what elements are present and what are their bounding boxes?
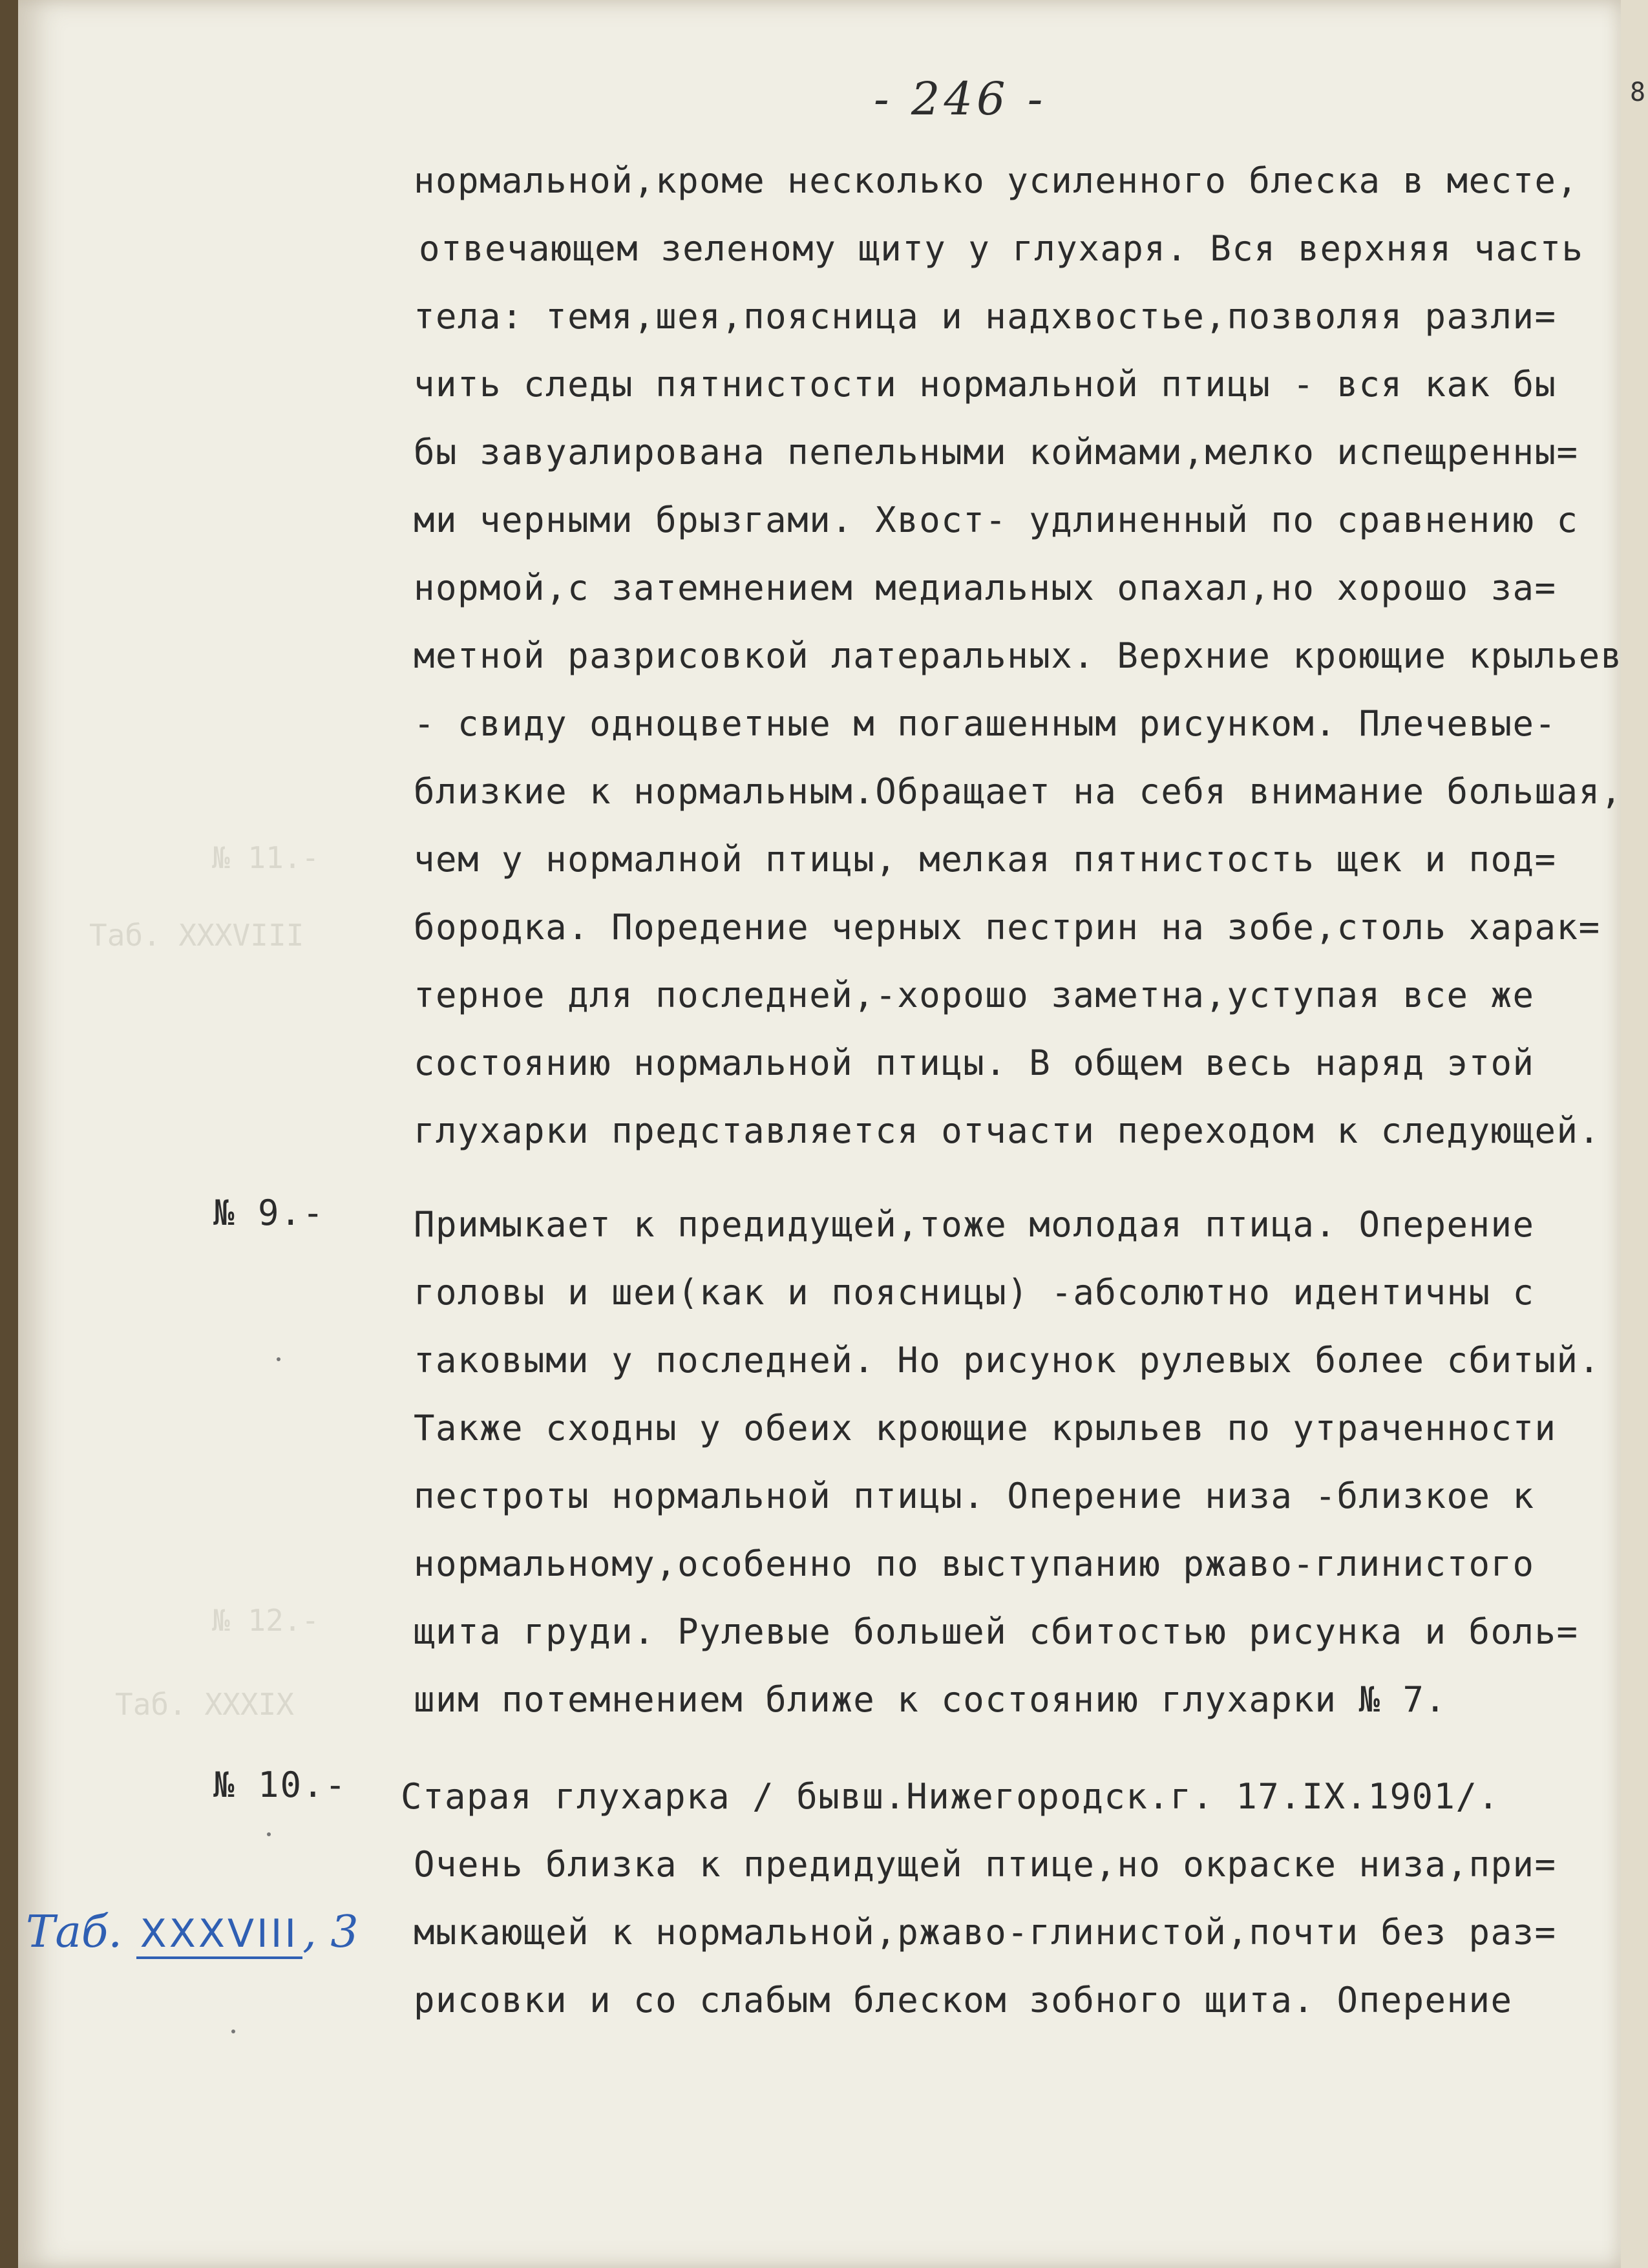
entry-number-9: № 9.- bbox=[213, 1192, 325, 1233]
edge-page-number: 8 bbox=[1630, 78, 1646, 107]
text-line: ми черными брызгами. Хвост- удлиненный по сравнению с bbox=[414, 500, 1579, 540]
show-through-text: Таб. XXXIX bbox=[115, 1687, 294, 1722]
show-through-text: Таб. XXXVIII bbox=[89, 918, 304, 953]
text-line: пестроты нормальной птицы. Оперение низа -близкое к bbox=[414, 1476, 1535, 1516]
handnote-roman: XXXVIII bbox=[136, 1911, 302, 1959]
text-line: таковыми у последней. Но рисунок рулевых более сбитый. bbox=[414, 1340, 1601, 1381]
text-line: шим потемнением ближе к состоянию глухарки № 7. bbox=[414, 1679, 1447, 1720]
entry-number-10: № 10.- bbox=[213, 1765, 348, 1805]
text-line: чем у нормалной птицы, мелкая пятнистость щек и под= bbox=[414, 839, 1557, 880]
text-line: состоянию нормальной птицы. В общем весь наряд этой bbox=[414, 1043, 1535, 1083]
show-through-text: № 11.- bbox=[212, 840, 320, 875]
show-through-text: № 12.- bbox=[212, 1603, 320, 1638]
text-line: чить следы пятнистости нормальной птицы - вся как бы bbox=[414, 364, 1557, 405]
text-line: нормой,с затемнением медиальных опахал,но хорошо за= bbox=[414, 567, 1557, 608]
handnote-prefix: Таб. bbox=[26, 1907, 123, 1958]
text-line: отвечающем зеленому щиту у глухаря. Вся верхняя часть bbox=[419, 228, 1584, 269]
text-line: рисовки и со слабым блеском зобного щита. Оперение bbox=[414, 1980, 1513, 2020]
margin-dot bbox=[267, 1832, 271, 1836]
handwritten-table-reference bbox=[26, 1907, 359, 1958]
text-line: Примыкает к предидущей,тоже молодая птица. Оперение bbox=[414, 1204, 1535, 1245]
margin-dot bbox=[231, 2030, 235, 2033]
text-line: близкие к нормальным.Обращает на себя внимание большая, bbox=[414, 771, 1623, 812]
margin-dot bbox=[277, 1357, 280, 1361]
text-line: мыкающей к нормальной,ржаво-глинистой,почти без раз= bbox=[414, 1912, 1557, 1953]
text-line: - свиду одноцветные м погашенным рисунком. Плечевые- bbox=[414, 703, 1557, 744]
text-line: глухарки представляется отчасти переходом к следующей. bbox=[414, 1110, 1601, 1151]
text-line: бы завуалирована пепельными коймами,мелко испещренны= bbox=[414, 432, 1579, 472]
text-line: бородка. Поредение черных пестрин на зобе,столь харак= bbox=[414, 907, 1601, 948]
text-line: нормальной,кроме несколько усиленного блеска в месте, bbox=[414, 160, 1579, 201]
text-line: терное для последней,-хорошо заметна,уступая все же bbox=[414, 975, 1535, 1015]
text-line: щита груди. Рулевые большей сбитостью рисунка и боль= bbox=[414, 1611, 1579, 1652]
text-line: Также сходны у обеих кроющие крыльев по утраченности bbox=[414, 1408, 1557, 1448]
text-line: метной разрисовкой латеральных. Верхние кроющие крыльев bbox=[414, 635, 1623, 676]
page-number: - 246 - bbox=[874, 72, 1047, 125]
text-line: тела: темя,шея,поясница и надхвостье,позволяя разли= bbox=[414, 296, 1557, 337]
handnote-suffix: , 3 bbox=[302, 1907, 359, 1958]
text-line: Очень близка к предидущей птице,но окраске низа,при= bbox=[414, 1844, 1557, 1885]
next-page-edge bbox=[1621, 0, 1648, 2268]
text-line: нормальному,особенно по выступанию ржаво-глинистого bbox=[414, 1543, 1535, 1584]
text-line: Старая глухарка / бывш.Нижегородск.г. 17.IX.1901/. bbox=[401, 1776, 1500, 1817]
text-line: головы и шеи(как и поясницы) -абсолютно идентичны с bbox=[414, 1272, 1535, 1313]
